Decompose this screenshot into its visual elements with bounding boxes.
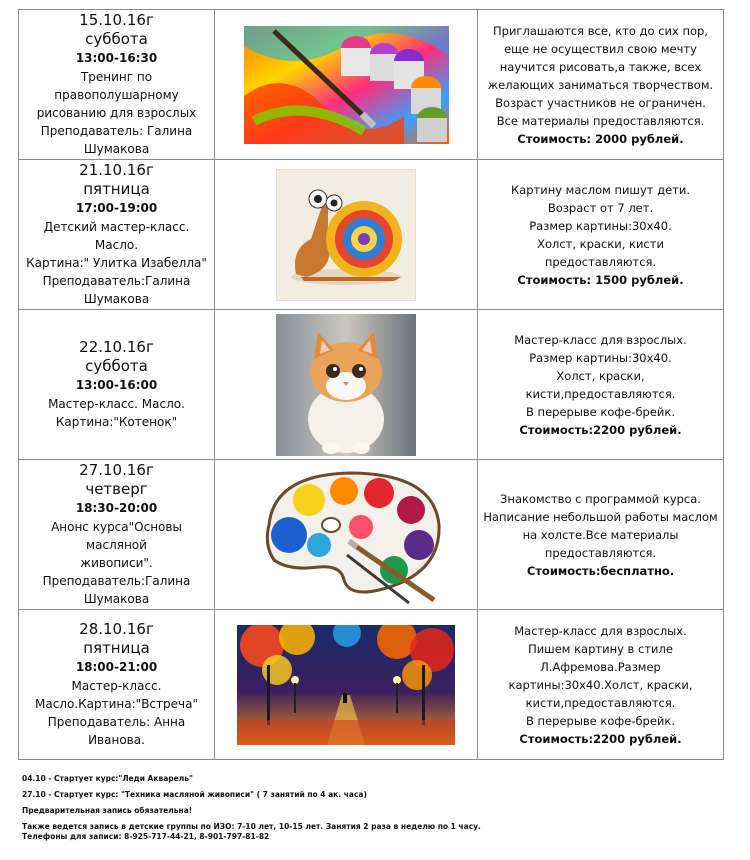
event-time: 13:00-16:00 [75,378,158,392]
event-image-cell [215,460,478,610]
paint-jars-image [244,26,449,144]
kids-groups-note: Также ведется запись в детские группы по ИЗО: 7-10 лет, 10-15 лет. Занятия 2 раза в неделю по 1 часу. [22,822,481,831]
event-day: четверг [85,480,148,498]
event-image-cell [215,160,478,310]
event-cost: Стоимость: 1500 рублей. [517,272,684,287]
event-date: 21.10.16г [79,161,154,179]
event-cost: Стоимость:бесплатно. [526,563,675,578]
contact-phones: Телефоны для записи: 8-925-717-44-21, 8-901-797-81-82 [22,832,270,841]
course-announcement: 27.10 - Стартует курс: "Техника масляной живописи" ( 7 занятий по 4 ак. часа) [22,790,367,799]
event-info: Мастер-класс для взрослых. Размер картины:30х40. Холст, краски, кисти,предоставляются. В перерыве кофе-брейк. Стоимость:2200 рублей. [478,310,724,460]
event-details [19,310,215,460]
event-time: 13:00-16:30 [75,51,158,65]
event-day: суббота [85,357,148,375]
event-day: пятница [83,180,150,198]
event-description: Мастер-класс. Масло. Картина:"Котенок" [48,397,185,429]
event-info: Приглашаются все, кто до сих пор, еще не осуществил свою мечту научится рисовать,а также, всех желающих заниматься творчеством. Возраст участников не ограничен. Все материалы предоставляются. Стоимость: 2000 рублей. [478,10,724,160]
event-row [19,160,724,310]
event-details [19,610,215,760]
event-date: 22.10.16г [79,338,154,356]
course-announcement: 04.10 - Стартует курс:"Леди Акварель" [22,774,193,783]
event-date: 28.10.16г [79,620,154,638]
event-info: Знакомство с программой курса. Написание небольшой работы маслом на холсте.Все материалы предоставляются. Стоимость:бесплатно. [478,460,724,610]
event-time: 18:00-21:00 [75,660,158,674]
schedule-table [18,9,724,760]
event-description: Детский мастер-класс. Масло. Картина:" Улитка Изабелла" Преподаватель:Галина Шумакова [26,220,207,306]
event-date: 15.10.16г [79,11,154,29]
registration-note: Предварительная запись обязательна! [22,806,193,815]
event-image-cell [215,310,478,460]
palette-image [249,465,444,605]
event-time: 18:30-20:00 [75,501,158,515]
event-details [19,160,215,310]
event-cost: Стоимость:2200 рублей. [519,731,682,746]
event-row [19,610,724,760]
event-row [19,10,724,160]
event-image-cell [215,10,478,160]
footer-notes [22,774,722,842]
event-details [19,460,215,610]
event-details [19,10,215,160]
event-cost: Стоимость: 2000 рублей. [517,131,684,146]
kitten-painting-image [276,314,416,456]
event-info: Картину маслом пишут дети. Возраст от 7 лет. Размер картины:30х40. Холст, краски, кисти предоставляются. Стоимость: 1500 рублей. [478,160,724,310]
event-row [19,310,724,460]
event-day: пятница [83,639,150,657]
event-date: 27.10.16г [79,461,154,479]
event-row [19,460,724,610]
event-info: Мастер-класс для взрослых. Пишем картину в стиле Л.Афремова.Размер картины:30х40.Холст, краски, кисти,предоставляются. В перерыве кофе-брейк. Стоимость:2200 рублей. [478,610,724,760]
autumn-alley-painting-image [237,625,455,745]
event-image-cell [215,610,478,760]
event-time: 17:00-19:00 [75,201,158,215]
event-description: Анонс курса"Основы масляной живописи". Преподаватель:Галина Шумакова [42,520,191,606]
event-description: Тренинг по правополушарному рисованию для взрослых Преподаватель: Галина Шумакова [36,70,197,156]
event-description: Мастер-класс. Масло.Картина:"Встреча" Преподаватель: Анна Иванова. [35,679,198,747]
snail-painting-image [276,169,416,301]
event-day: суббота [85,30,148,48]
event-cost: Стоимость:2200 рублей. [519,422,682,437]
